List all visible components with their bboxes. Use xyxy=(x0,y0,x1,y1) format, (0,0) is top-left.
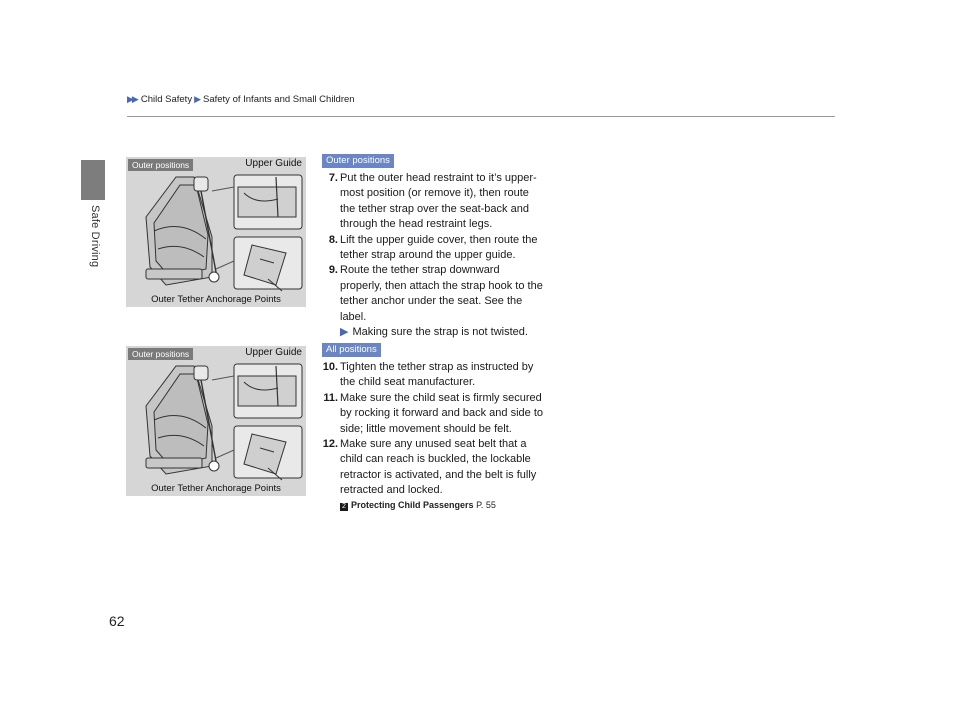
breadcrumb-arrow-icon: ▶▶ xyxy=(127,94,137,104)
step-line: Route the tether strap downward xyxy=(340,264,500,277)
step-line: Make sure any unused seat belt that a xyxy=(340,438,527,451)
upper-guide-label: Upper Guide xyxy=(245,158,302,169)
step-number: 10. xyxy=(322,361,338,373)
step-line: retractor is activated, and the belt is fully xyxy=(340,468,537,481)
step-line: side; little movement should be felt. xyxy=(340,422,512,435)
step-number: 9. xyxy=(328,264,338,277)
step-line: properly, then attach the strap hook to the xyxy=(340,279,543,292)
step-line: the child seat manufacturer. xyxy=(340,376,476,389)
step-line: child can reach is buckled, the lockable xyxy=(340,453,531,466)
figure-position-tag: Outer positions xyxy=(128,159,193,171)
step-line: retracted and locked. xyxy=(340,484,443,497)
xref-title[interactable]: Protecting Child Passengers xyxy=(351,500,474,510)
step-line: Put the outer head restraint to it’s upper- xyxy=(340,172,537,184)
anchorage-points-label: Outer Tether Anchorage Points xyxy=(151,483,281,494)
step-line: tether anchor under the seat. See the xyxy=(340,295,523,308)
section-tag-all: All positions xyxy=(322,343,381,357)
step-number: 7. xyxy=(328,172,338,184)
page-number: 62 xyxy=(109,613,125,629)
step-line: most position (or remove it), then route xyxy=(340,187,529,200)
step-item xyxy=(322,263,562,325)
chapter-tab xyxy=(81,160,105,200)
breadcrumb-arrow-icon: ▶ xyxy=(194,94,201,104)
header-divider xyxy=(127,116,835,117)
breadcrumb xyxy=(127,94,355,105)
step-item xyxy=(322,391,562,437)
step-number: 8. xyxy=(328,233,338,246)
breadcrumb-subsection[interactable]: Safety of Infants and Small Children xyxy=(203,94,355,105)
chapter-label: Safe Driving xyxy=(89,205,101,268)
upper-guide-label: Upper Guide xyxy=(245,347,302,358)
note-text: Making sure the strap is not twisted. xyxy=(352,326,528,339)
step-line: label. xyxy=(340,310,367,323)
step-number: 12. xyxy=(322,438,338,451)
steps-list-outer xyxy=(322,171,562,340)
steps-list-all xyxy=(322,360,562,499)
breadcrumb-section[interactable]: Child Safety xyxy=(140,94,193,105)
step-item xyxy=(322,360,562,391)
note-item xyxy=(322,325,562,340)
step-line: the tether strap over the seat-back and xyxy=(340,202,529,215)
tether-strap-figure-1 xyxy=(126,157,306,307)
step-line: Tighten the tether strap as instructed by xyxy=(340,361,534,373)
step-line: through the head restraint legs. xyxy=(340,218,493,231)
section-tag-outer: Outer positions xyxy=(322,154,394,168)
step-item xyxy=(322,171,562,233)
note-arrow-icon: ▶ xyxy=(340,326,349,339)
cross-reference-link[interactable] xyxy=(340,500,496,511)
anchorage-points-label: Outer Tether Anchorage Points xyxy=(151,294,281,305)
step-line: Lift the upper guide cover, then route the xyxy=(340,233,538,246)
step-line: Make sure the child seat is firmly secured xyxy=(340,391,542,404)
step-number: 11. xyxy=(323,391,338,404)
figure-position-tag: Outer positions xyxy=(128,348,193,360)
step-line: by rocking it forward and back and side to xyxy=(340,407,544,420)
step-line: tether strap around the upper guide. xyxy=(340,249,516,262)
step-item xyxy=(322,233,562,264)
child-seat-illustration-icon xyxy=(126,157,306,307)
reference-icon: 2 xyxy=(340,503,348,511)
tether-strap-figure-2 xyxy=(126,346,306,496)
xref-page: P. 55 xyxy=(476,500,496,510)
step-item xyxy=(322,437,562,499)
child-seat-illustration-icon xyxy=(126,346,306,496)
